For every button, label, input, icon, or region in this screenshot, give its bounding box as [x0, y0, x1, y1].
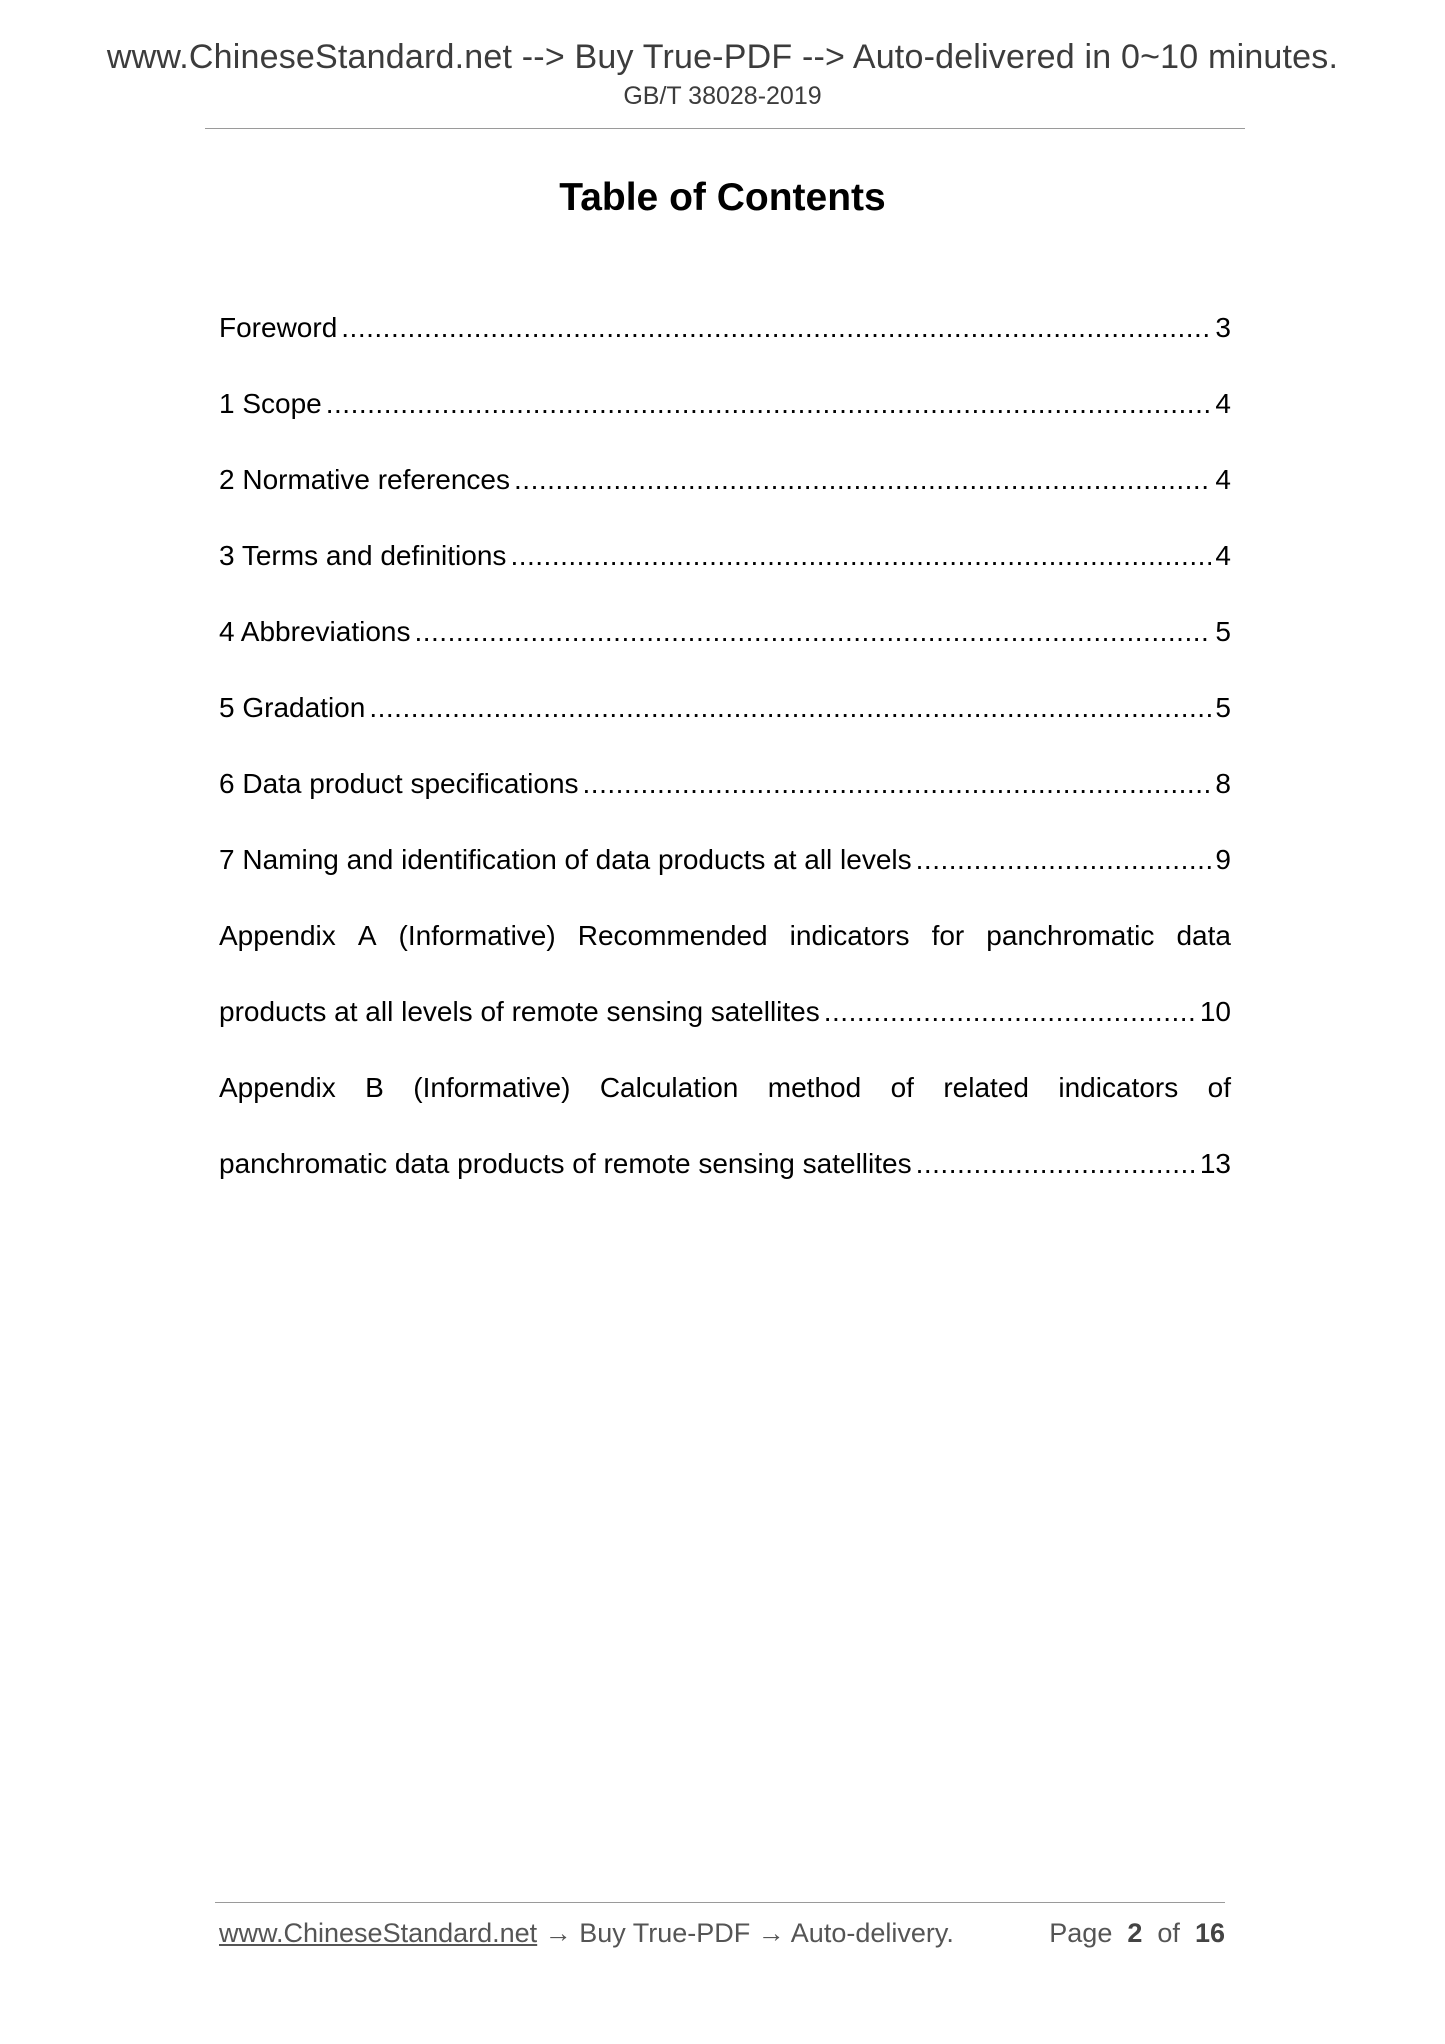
dot-leader: [514, 442, 1211, 518]
toc-entry-page: 4: [1215, 464, 1231, 495]
page-total: 16: [1194, 1918, 1225, 1948]
toc-entry-label: 6 Data product specifications: [219, 768, 579, 799]
toc-entry-page: 4: [1215, 540, 1231, 571]
toc-entry-appendix-a-line1[interactable]: [219, 898, 1231, 974]
toc-entry-page: 13: [1199, 1148, 1231, 1179]
toc-word: method: [767, 1072, 862, 1103]
toc-entry-label: products at all levels of remote sensing satellites: [219, 996, 820, 1027]
toc-word: related: [943, 1072, 1029, 1103]
toc-word: for: [931, 920, 965, 951]
footer-buy-text: Buy True-PDF: [579, 1918, 751, 1948]
toc-word: of: [1207, 1072, 1231, 1103]
header-divider: [205, 128, 1245, 129]
toc-entry-label: 4 Abbreviations: [219, 616, 411, 647]
dot-leader: [824, 974, 1196, 1050]
toc-entry-naming-identification[interactable]: [219, 822, 1231, 898]
toc-title: Table of Contents: [559, 176, 886, 219]
toc-word: indicators: [789, 920, 910, 951]
arrow-right-icon: →: [757, 1918, 785, 1948]
page-current: 2: [1127, 1918, 1143, 1948]
footer-site-link[interactable]: www.ChineseStandard.net: [219, 1918, 538, 1948]
toc-entry-page: 5: [1215, 616, 1231, 647]
toc-entry-appendix-b-line1[interactable]: [219, 1050, 1231, 1126]
dot-leader: [583, 746, 1212, 822]
dot-leader: [916, 1126, 1196, 1202]
of-word: of: [1157, 1918, 1180, 1948]
toc-entry-data-product-specifications[interactable]: [219, 746, 1231, 822]
footer-delivery-text: Auto-delivery.: [790, 1918, 954, 1948]
toc-word: indicators: [1058, 1072, 1179, 1103]
toc-entry-label: 1 Scope: [219, 388, 322, 419]
toc-entry-page: 4: [1215, 388, 1231, 419]
toc-entry-foreword[interactable]: [219, 290, 1231, 366]
toc-entry-label: 5 Gradation: [219, 692, 366, 723]
standard-code: GB/T 38028-2019: [623, 82, 822, 110]
toc-entry-appendix-a-line2[interactable]: [219, 974, 1231, 1050]
toc-word: data: [1176, 920, 1231, 951]
toc-entry-abbreviations[interactable]: [219, 594, 1231, 670]
toc-entry-page: 8: [1215, 768, 1231, 799]
toc-entry-label: 3 Terms and definitions: [219, 540, 507, 571]
toc-word: (Informative): [413, 1072, 571, 1103]
footer-promo: [219, 1918, 954, 1949]
toc-entry-appendix-b-line2[interactable]: [219, 1126, 1231, 1202]
header-banner: www.ChineseStandard.net --> Buy True-PDF --> Auto-delivered in 0~10 minutes.: [106, 38, 1339, 76]
toc-entry-page: 10: [1199, 996, 1231, 1027]
toc-word: Appendix: [219, 1072, 336, 1103]
toc-word: Calculation: [599, 1072, 739, 1103]
toc-entry-label: Foreword: [219, 312, 338, 343]
toc-word: B: [365, 1072, 384, 1103]
page-word: Page: [1049, 1918, 1113, 1948]
toc-word: A: [357, 920, 377, 951]
toc-entry-label: 7 Naming and identification of data products at all levels: [219, 844, 912, 875]
arrow-right-icon: →: [544, 1918, 572, 1948]
table-of-contents: [219, 290, 1231, 1202]
toc-entry-normative-references[interactable]: [219, 442, 1231, 518]
toc-word: of: [890, 1072, 914, 1103]
toc-entry-scope[interactable]: [219, 366, 1231, 442]
toc-entry-page: 5: [1215, 692, 1231, 723]
toc-entry-label: 2 Normative references: [219, 464, 511, 495]
dot-leader: [916, 822, 1212, 898]
dot-leader: [369, 670, 1211, 746]
toc-word: Recommended: [577, 920, 768, 951]
page-number: [1049, 1918, 1225, 1949]
dot-leader: [414, 594, 1211, 670]
toc-entry-gradation[interactable]: [219, 670, 1231, 746]
dot-leader: [326, 366, 1212, 442]
dot-leader: [341, 290, 1211, 366]
dot-leader: [510, 518, 1211, 594]
toc-word: (Informative): [398, 920, 556, 951]
toc-word: Appendix: [219, 920, 336, 951]
toc-entry-page: 3: [1215, 312, 1231, 343]
toc-entry-page: 9: [1215, 844, 1231, 875]
toc-word: panchromatic: [986, 920, 1155, 951]
toc-entry-terms-definitions[interactable]: [219, 518, 1231, 594]
footer-divider: [215, 1902, 1225, 1903]
toc-entry-label: panchromatic data products of remote sensing satellites: [219, 1148, 912, 1179]
